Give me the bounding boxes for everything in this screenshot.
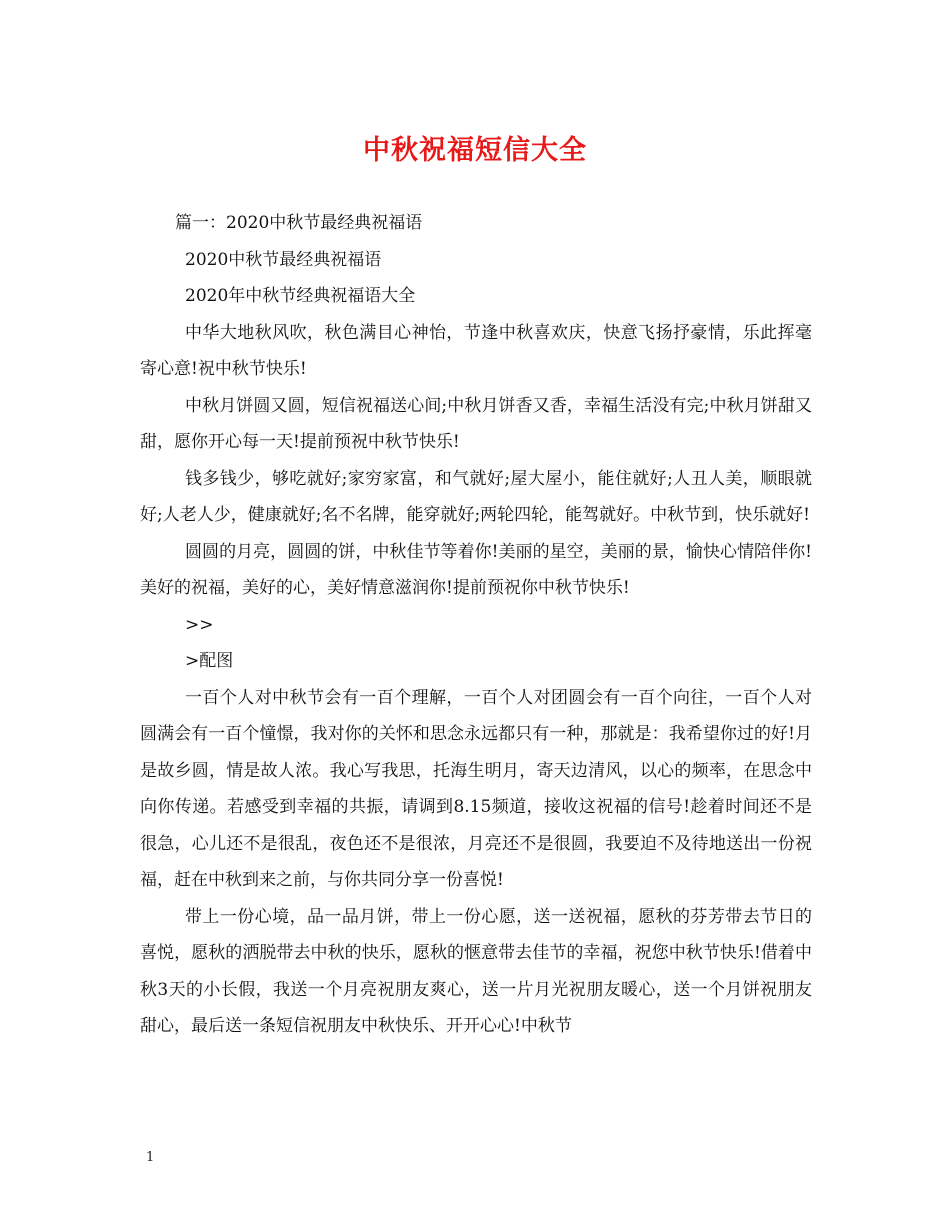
section-heading: 篇一：2020中秋节最经典祝福语 [175, 213, 423, 233]
subheading: 2020年中秋节经典祝福语大全 [185, 286, 416, 306]
document-body [140, 205, 812, 1045]
paragraph: 中秋月饼圆又圆，短信祝福送心间;中秋月饼香又香，幸福生活没有完;中秋月饼甜又甜，愿你开心每一天!提前预祝中秋节快乐! [140, 395, 812, 452]
paragraph: 中华大地秋风吹，秋色满目心神怡，节逢中秋喜欢庆，快意飞扬抒豪情，乐此挥毫寄心意!祝中秋节快乐! [140, 322, 812, 379]
paragraph: 钱多钱少，够吃就好;家穷家富，和气就好;屋大屋小，能住就好;人丑人美，顺眼就好;人老人少，健康就好;名不名牌，能穿就好;两轮四轮，能驾就好。中秋节到，快乐就好! [140, 468, 812, 525]
link-marker: >> [185, 614, 214, 635]
paragraph: 一百个人对中秋节会有一百个理解，一百个人对团圆会有一百个向往，一百个人对圆满会有一百个憧憬，我对你的关怀和思念永远都只有一种，那就是：我希望你过的好!月是故乡圆，情是故人浓。我心写我思，托海生明月，寄天边清风，以心的频率，在思念中向你传递。若感受到幸福的共振，请调到8.15频道，接收这祝福的信号!趁着时间还不是很急，心儿还不是很乱，夜色还不是很浓，月亮还不是很圆，我要迫不及待地送出一份祝福，赶在中秋到来之前，与你共同分享一份喜悦! [140, 687, 812, 890]
page-number: 1 [146, 1150, 155, 1165]
image-marker: >配图 [185, 651, 234, 671]
paragraph: 圆圆的月亮，圆圆的饼，中秋佳节等着你!美丽的星空，美丽的景，愉快心情陪伴你!美好的祝福，美好的心，美好情意滋润你!提前预祝你中秋节快乐! [140, 541, 812, 598]
paragraph: 带上一份心境，品一品月饼，带上一份心愿，送一送祝福，愿秋的芬芳带去节日的喜悦，愿秋的洒脱带去中秋的快乐，愿秋的惬意带去佳节的幸福，祝您中秋节快乐!借着中秋3天的小长假，我送一个月亮祝朋友爽心，送一片月光祝朋友暖心，送一个月饼祝朋友甜心，最后送一条短信祝朋友中秋快乐、开开心心!中秋节 [140, 906, 812, 1036]
document-title: 中秋祝福短信大全 [363, 135, 587, 166]
subheading: 2020中秋节最经典祝福语 [185, 249, 382, 270]
